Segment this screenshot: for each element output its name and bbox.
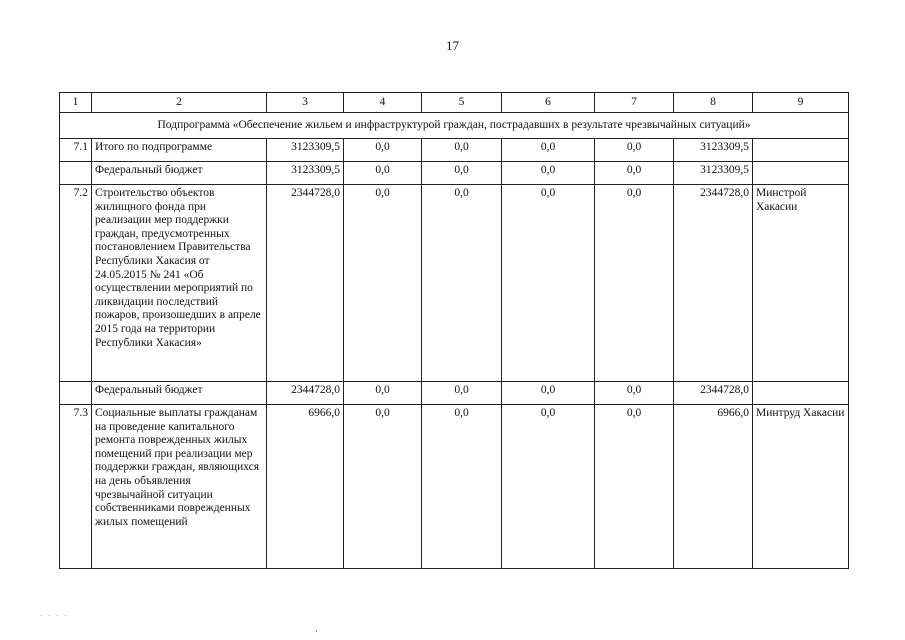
cell-col8: 6966,0 xyxy=(674,405,753,569)
subprogram-row xyxy=(60,113,849,139)
header-cell-5: 5 xyxy=(422,93,502,113)
subprogram-title: Подпрограмма «Обеспечение жильем и инфраструктурой граждан, пострадавших в результате чрезвычайных ситуаций» xyxy=(60,113,849,139)
table-row xyxy=(60,185,849,382)
cell-col6: 0,0 xyxy=(502,139,595,162)
cell-col9 xyxy=(753,162,849,185)
row-name: Социальные выплаты гражданам на проведение капитального ремонта поврежденных жилых помещений при реализации мер поддержки граждан, являющихся на день объявления чрезвычайной ситуации собственниками поврежденных жилых помещений xyxy=(92,405,267,569)
cell-col3: 2344728,0 xyxy=(267,185,344,382)
header-cell-6: 6 xyxy=(502,93,595,113)
cell-col3: 3123309,5 xyxy=(267,162,344,185)
cell-col4: 0,0 xyxy=(344,185,422,382)
cell-col7: 0,0 xyxy=(595,382,674,405)
scan-artifact-tick xyxy=(316,630,317,632)
cell-col6: 0,0 xyxy=(502,162,595,185)
cell-col5: 0,0 xyxy=(422,185,502,382)
cell-col5: 0,0 xyxy=(422,139,502,162)
cell-col8: 2344728,0 xyxy=(674,382,753,405)
row-number xyxy=(60,162,92,185)
table-row xyxy=(60,162,849,185)
cell-col9: Минтруд Хакасии xyxy=(753,405,849,569)
cell-col3: 6966,0 xyxy=(267,405,344,569)
row-name: Федеральный бюджет xyxy=(92,162,267,185)
cell-col4: 0,0 xyxy=(344,139,422,162)
cell-col9: Минстрой Хакасии xyxy=(753,185,849,382)
cell-col4: 0,0 xyxy=(344,162,422,185)
cell-col9 xyxy=(753,139,849,162)
cell-col8: 3123309,5 xyxy=(674,139,753,162)
row-name: Строительство объектов жилищного фонда при реализации мер поддержки граждан, предусмотренных постановлением Правительства Республики Хакасия от 24.05.2015 № 241 «Об осуществлении мероприятий по ликвидации последствий пожаров, произошедших в апреле 2015 года на территории Республики Хакасия» xyxy=(92,185,267,382)
cell-col8: 2344728,0 xyxy=(674,185,753,382)
table-row xyxy=(60,139,849,162)
row-name: Федеральный бюджет xyxy=(92,382,267,405)
cell-col9 xyxy=(753,382,849,405)
cell-col7: 0,0 xyxy=(595,139,674,162)
cell-col3: 3123309,5 xyxy=(267,139,344,162)
cell-col6: 0,0 xyxy=(502,185,595,382)
cell-col3: 2344728,0 xyxy=(267,382,344,405)
cell-col6: 0,0 xyxy=(502,382,595,405)
table-row xyxy=(60,382,849,405)
cell-col7: 0,0 xyxy=(595,405,674,569)
row-number: 7.3 xyxy=(60,405,92,569)
header-cell-3: 3 xyxy=(267,93,344,113)
cell-col8: 3123309,5 xyxy=(674,162,753,185)
header-cell-8: 8 xyxy=(674,93,753,113)
budget-table xyxy=(59,92,849,569)
table-row xyxy=(60,405,849,569)
cell-col7: 0,0 xyxy=(595,185,674,382)
scan-artifact-mark: · · · · xyxy=(40,612,69,620)
header-cell-2: 2 xyxy=(92,93,267,113)
row-name: Итого по подпрограмме xyxy=(92,139,267,162)
header-cell-7: 7 xyxy=(595,93,674,113)
cell-col5: 0,0 xyxy=(422,382,502,405)
cell-col6: 0,0 xyxy=(502,405,595,569)
cell-col5: 0,0 xyxy=(422,162,502,185)
cell-col4: 0,0 xyxy=(344,382,422,405)
header-cell-4: 4 xyxy=(344,93,422,113)
row-number: 7.1 xyxy=(60,139,92,162)
page-number: 17 xyxy=(446,38,459,53)
row-number: 7.2 xyxy=(60,185,92,382)
cell-col5: 0,0 xyxy=(422,405,502,569)
header-row xyxy=(60,93,849,113)
cell-col7: 0,0 xyxy=(595,162,674,185)
row-number xyxy=(60,382,92,405)
cell-col4: 0,0 xyxy=(344,405,422,569)
header-cell-1: 1 xyxy=(60,93,92,113)
header-cell-9: 9 xyxy=(753,93,849,113)
